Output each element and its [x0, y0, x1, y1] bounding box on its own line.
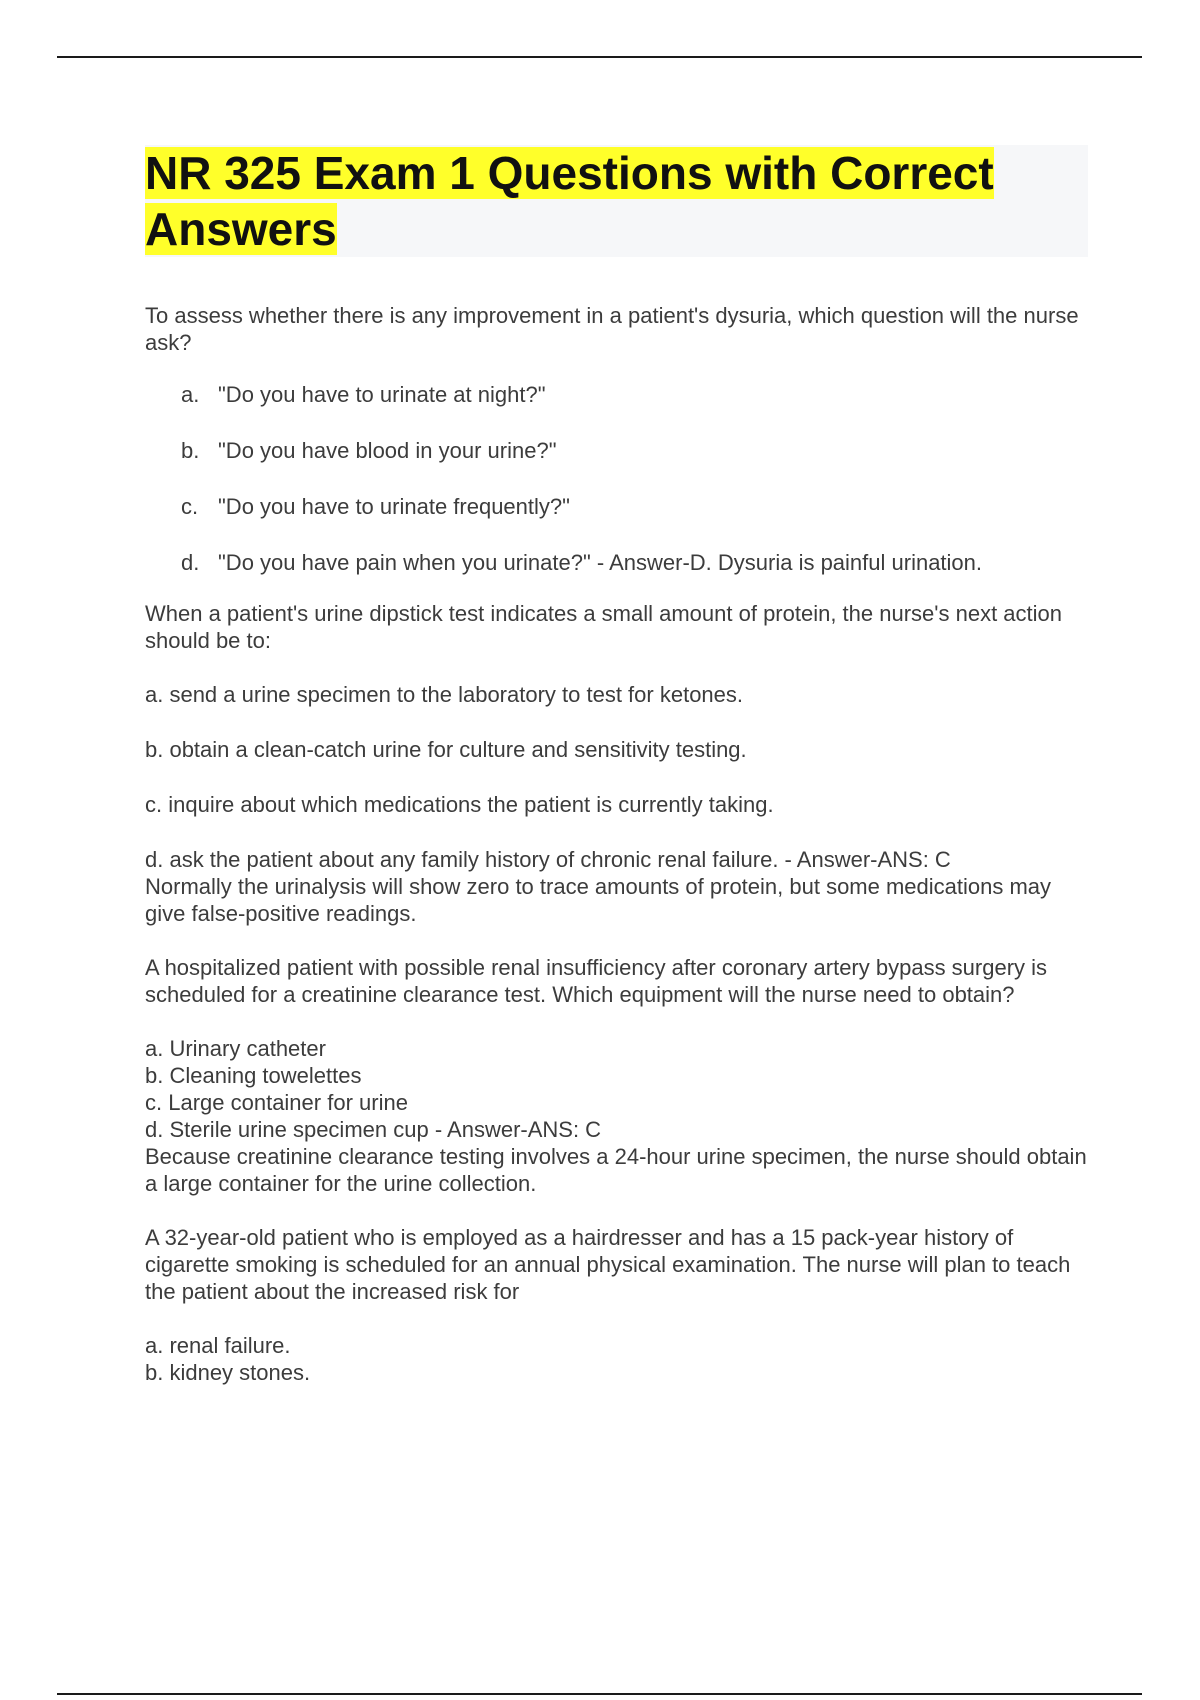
question-4-option-a: a. renal failure. — [145, 1333, 291, 1358]
document-body — [145, 302, 1090, 1386]
question-3-explanation: Because creatinine clearance testing involves a 24-hour urine specimen, the nurse should obtain a large container for the urine collection. — [145, 1144, 1087, 1196]
option-text: "Do you have to urinate frequently?" — [218, 494, 570, 519]
question-3-option-a: a. Urinary catheter — [145, 1036, 326, 1061]
question-3-option-b: b. Cleaning towelettes — [145, 1063, 362, 1088]
title-block — [145, 145, 1088, 257]
question-1-option-b — [181, 437, 1090, 464]
option-letter: a. — [181, 382, 200, 407]
option-text: "Do you have to urinate at night?" — [218, 382, 546, 407]
question-1-option-d — [181, 549, 1090, 576]
top-rule — [57, 56, 1142, 58]
question-3-option-c: c. Large container for urine — [145, 1090, 408, 1115]
option-text: "Do you have blood in your urine?" — [218, 438, 557, 463]
question-2-stem: When a patient's urine dipstick test indicates a small amount of protein, the nurse's next action should be to: — [145, 601, 1062, 653]
bottom-rule — [57, 1693, 1142, 1695]
question-2-explanation: Normally the urinalysis will show zero to trace amounts of protein, but some medications may give false-positive readings. — [145, 874, 1052, 926]
option-letter: c. — [181, 494, 199, 519]
question-2-option-c: c. inquire about which medications the patient is currently taking. — [145, 792, 774, 817]
question-1-option-a — [181, 381, 1090, 408]
question-3-stem: A hospitalized patient with possible renal insufficiency after coronary artery bypass surgery is scheduled for a creatinine clearance test. Which equipment will the nurse need to obtain? — [145, 955, 1048, 1007]
option-text: "Do you have pain when you urinate?" - Answer-D. Dysuria is painful urination. — [218, 550, 983, 575]
question-1-option-c — [181, 493, 1090, 520]
question-3-option-d: d. Sterile urine specimen cup - Answer-ANS: C — [145, 1117, 602, 1142]
question-1-stem: To assess whether there is any improvement in a patient's dysuria, which question will the nurse ask? — [145, 303, 1079, 355]
page-title-highlight: NR 325 Exam 1 Questions with Correct Answers — [145, 147, 994, 255]
option-letter: b. — [181, 438, 200, 463]
question-2-option-b: b. obtain a clean-catch urine for culture and sensitivity testing. — [145, 737, 747, 762]
question-2-option-a: a. send a urine specimen to the laboratory to test for ketones. — [145, 682, 744, 707]
question-4-stem: A 32-year-old patient who is employed as a hairdresser and has a 15 pack-year history of cigarette smoking is scheduled for an annual physical examination. The nurse will plan to teach the patient about the increased risk for — [145, 1225, 1071, 1304]
page-title — [145, 145, 1088, 257]
question-2-option-d: d. ask the patient about any family history of chronic renal failure. - Answer-ANS: C — [145, 847, 951, 872]
option-letter: d. — [181, 550, 200, 575]
question-4-option-b: b. kidney stones. — [145, 1360, 311, 1385]
